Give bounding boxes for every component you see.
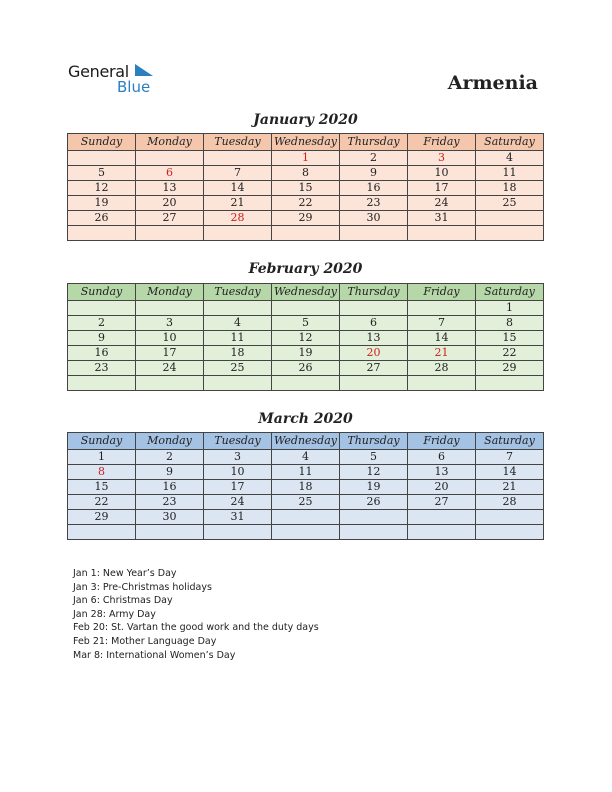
day-cell: [136, 151, 204, 166]
day-cell: 3: [204, 450, 272, 465]
day-cell: 19: [272, 346, 340, 361]
day-cell: 20: [136, 196, 204, 211]
day-cell: [272, 510, 340, 525]
day-cell: 10: [408, 166, 476, 181]
weekday-header: Monday: [136, 284, 204, 301]
day-cell: [408, 376, 476, 391]
weekday-header: Sunday: [68, 134, 136, 151]
month-title: February 2020: [248, 261, 363, 277]
day-cell: 9: [68, 331, 136, 346]
week-row: [68, 480, 544, 495]
day-cell: 30: [340, 211, 408, 226]
day-cell: 23: [340, 196, 408, 211]
week-row: [68, 166, 544, 181]
week-row: [68, 331, 544, 346]
day-cell: 2: [68, 316, 136, 331]
day-cell: [68, 151, 136, 166]
weekday-header: Friday: [408, 284, 476, 301]
day-cell: [340, 376, 408, 391]
week-row: [68, 495, 544, 510]
weekday-header-row: [68, 433, 544, 450]
weekday-header: Wednesday: [272, 134, 340, 151]
day-cell: [272, 226, 340, 241]
day-cell: 21: [204, 196, 272, 211]
day-cell: [136, 525, 204, 540]
day-cell: 22: [476, 346, 544, 361]
day-cell: 14: [476, 465, 544, 480]
weekday-header: Thursday: [340, 134, 408, 151]
day-cell: 19: [68, 196, 136, 211]
holiday-list: [73, 567, 319, 662]
day-cell: 25: [272, 495, 340, 510]
weekday-header: Thursday: [340, 284, 408, 301]
day-cell: 28: [408, 361, 476, 376]
weekday-header: Saturday: [476, 134, 544, 151]
weekday-header: Friday: [408, 433, 476, 450]
day-cell: 28: [476, 495, 544, 510]
day-cell: 3: [408, 151, 476, 166]
day-cell: 8: [272, 166, 340, 181]
day-cell: 27: [340, 361, 408, 376]
day-cell: 5: [340, 450, 408, 465]
logo-text-general: General: [68, 62, 129, 81]
holiday-note: Jan 1: New Year’s Day: [73, 568, 177, 579]
week-row: [68, 151, 544, 166]
day-cell: [476, 525, 544, 540]
week-row: [68, 316, 544, 331]
day-cell: 25: [204, 361, 272, 376]
day-cell: 16: [136, 480, 204, 495]
week-row: [68, 301, 544, 316]
week-row: [68, 226, 544, 241]
day-cell: 8: [476, 316, 544, 331]
day-cell: [476, 226, 544, 241]
day-cell: [476, 510, 544, 525]
day-cell: 25: [476, 196, 544, 211]
day-cell: 1: [68, 450, 136, 465]
day-cell: [476, 376, 544, 391]
weekday-header: Saturday: [476, 433, 544, 450]
week-row: [68, 450, 544, 465]
week-row: [68, 196, 544, 211]
day-cell: [272, 301, 340, 316]
month-title: January 2020: [253, 112, 358, 128]
weekday-header: Friday: [408, 134, 476, 151]
day-cell: 13: [136, 181, 204, 196]
day-cell: 26: [68, 211, 136, 226]
day-cell: 26: [340, 495, 408, 510]
day-cell: 17: [408, 181, 476, 196]
weekday-header: Tuesday: [204, 433, 272, 450]
day-cell: 31: [204, 510, 272, 525]
day-cell: 9: [340, 166, 408, 181]
weekday-header-row: [68, 134, 544, 151]
holiday-note: Feb 20: St. Vartan the good work and the duty days: [73, 622, 319, 634]
day-cell: 18: [476, 181, 544, 196]
day-cell: 17: [204, 480, 272, 495]
day-cell: 22: [272, 196, 340, 211]
day-cell: [476, 211, 544, 226]
day-cell: [340, 226, 408, 241]
day-cell: 14: [204, 181, 272, 196]
day-cell: 23: [68, 361, 136, 376]
day-cell: 4: [204, 316, 272, 331]
day-cell: 4: [476, 151, 544, 166]
day-cell: 3: [136, 316, 204, 331]
day-cell: 7: [204, 166, 272, 181]
day-cell: 7: [408, 316, 476, 331]
week-row: [68, 211, 544, 226]
weekday-header: Wednesday: [272, 284, 340, 301]
holiday-note: Jan 28: Army Day: [73, 608, 156, 620]
day-cell: 24: [204, 495, 272, 510]
day-cell: 24: [408, 196, 476, 211]
day-cell: 16: [340, 181, 408, 196]
day-cell: 7: [476, 450, 544, 465]
holiday-note: Jan 3: Pre-Christmas holidays: [73, 581, 212, 593]
weekday-header: Sunday: [68, 433, 136, 450]
holiday-note: Feb 21: Mother Language Day: [73, 635, 217, 647]
day-cell: 24: [136, 361, 204, 376]
weekday-header: Monday: [136, 433, 204, 450]
day-cell: 12: [272, 331, 340, 346]
day-cell: 15: [272, 181, 340, 196]
day-cell: 11: [476, 166, 544, 181]
day-cell: 9: [136, 465, 204, 480]
day-cell: 18: [272, 480, 340, 495]
day-cell: 20: [340, 346, 408, 361]
day-cell: 19: [340, 480, 408, 495]
day-cell: [204, 525, 272, 540]
day-cell: [68, 226, 136, 241]
day-cell: 4: [272, 450, 340, 465]
day-cell: [204, 301, 272, 316]
month-table: [67, 432, 544, 540]
day-cell: 28: [204, 211, 272, 226]
day-cell: [204, 376, 272, 391]
day-cell: 31: [408, 211, 476, 226]
day-cell: 5: [272, 316, 340, 331]
day-cell: 11: [272, 465, 340, 480]
day-cell: [408, 226, 476, 241]
day-cell: 23: [136, 495, 204, 510]
day-cell: [68, 525, 136, 540]
month-table: [67, 133, 544, 241]
holiday-note: Jan 6: Christmas Day: [73, 595, 173, 607]
day-cell: 22: [68, 495, 136, 510]
logo-text-blue: Blue: [117, 78, 151, 96]
day-cell: 21: [408, 346, 476, 361]
month-title: March 2020: [258, 411, 353, 427]
day-cell: 11: [204, 331, 272, 346]
weekday-header: Monday: [136, 134, 204, 151]
day-cell: 13: [340, 331, 408, 346]
day-cell: 27: [136, 211, 204, 226]
day-cell: [340, 525, 408, 540]
day-cell: 12: [340, 465, 408, 480]
week-row: [68, 525, 544, 540]
day-cell: 8: [68, 465, 136, 480]
day-cell: [340, 510, 408, 525]
day-cell: 13: [408, 465, 476, 480]
day-cell: [68, 301, 136, 316]
logo-triangle-icon: [135, 64, 153, 76]
day-cell: [408, 301, 476, 316]
day-cell: 17: [136, 346, 204, 361]
day-cell: [204, 151, 272, 166]
day-cell: 15: [476, 331, 544, 346]
day-cell: 2: [340, 151, 408, 166]
day-cell: 29: [272, 211, 340, 226]
weekday-header-row: [68, 284, 544, 301]
day-cell: 18: [204, 346, 272, 361]
holiday-note: Mar 8: International Women’s Day: [73, 649, 236, 661]
month-table: [67, 283, 544, 391]
day-cell: [408, 525, 476, 540]
day-cell: [136, 376, 204, 391]
week-row: [68, 346, 544, 361]
weekday-header: Saturday: [476, 284, 544, 301]
weekday-header: Thursday: [340, 433, 408, 450]
weekday-header: Tuesday: [204, 134, 272, 151]
day-cell: 1: [272, 151, 340, 166]
weekday-header: Tuesday: [204, 284, 272, 301]
day-cell: 2: [136, 450, 204, 465]
day-cell: 10: [136, 331, 204, 346]
day-cell: 6: [340, 316, 408, 331]
day-cell: [204, 226, 272, 241]
week-row: [68, 361, 544, 376]
week-row: [68, 376, 544, 391]
day-cell: 26: [272, 361, 340, 376]
day-cell: 21: [476, 480, 544, 495]
week-row: [68, 181, 544, 196]
day-cell: [340, 301, 408, 316]
week-row: [68, 465, 544, 480]
weekday-header: Wednesday: [272, 433, 340, 450]
day-cell: 30: [136, 510, 204, 525]
day-cell: [272, 376, 340, 391]
day-cell: 6: [408, 450, 476, 465]
day-cell: [272, 525, 340, 540]
day-cell: 20: [408, 480, 476, 495]
day-cell: [68, 376, 136, 391]
day-cell: 5: [68, 166, 136, 181]
day-cell: [408, 510, 476, 525]
day-cell: [136, 226, 204, 241]
day-cell: 29: [476, 361, 544, 376]
country-title: Armenia: [447, 72, 538, 94]
day-cell: 15: [68, 480, 136, 495]
day-cell: 16: [68, 346, 136, 361]
generalblue-logo: [68, 62, 168, 98]
day-cell: [136, 301, 204, 316]
day-cell: 27: [408, 495, 476, 510]
day-cell: 29: [68, 510, 136, 525]
day-cell: 10: [204, 465, 272, 480]
day-cell: 1: [476, 301, 544, 316]
day-cell: 6: [136, 166, 204, 181]
weekday-header: Sunday: [68, 284, 136, 301]
day-cell: 12: [68, 181, 136, 196]
day-cell: 14: [408, 331, 476, 346]
week-row: [68, 510, 544, 525]
